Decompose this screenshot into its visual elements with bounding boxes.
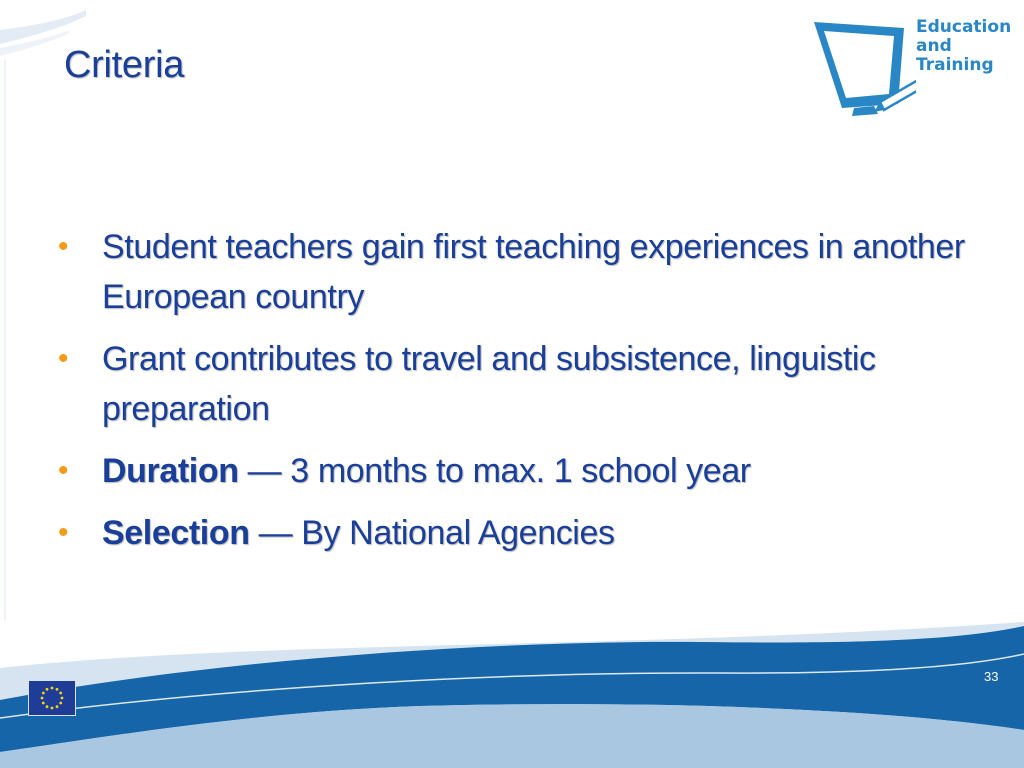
logo-text xyxy=(916,18,1011,75)
bullet-dot-icon: • xyxy=(58,342,69,375)
bullet-list xyxy=(58,222,968,570)
bullet-label: Selection xyxy=(102,514,250,552)
bullet-dot-icon: • xyxy=(58,230,69,263)
slide-number: 33 xyxy=(984,669,999,684)
bullet-label: Duration xyxy=(102,452,239,490)
bullet-dot-icon: • xyxy=(58,454,69,487)
bullet-text: — 3 months to max. 1 school year xyxy=(238,452,751,490)
logo-line-2: and xyxy=(916,36,952,56)
logo-line-3: Training xyxy=(916,55,994,75)
logo-line-1: Education xyxy=(916,17,1012,37)
bullet-item xyxy=(58,334,968,434)
bullet-item xyxy=(58,508,968,558)
bullet-item xyxy=(58,446,968,496)
bullet-dot-icon: • xyxy=(58,516,69,549)
bullet-item xyxy=(58,222,968,322)
eu-flag-icon xyxy=(28,680,76,716)
slide-title: Criteria xyxy=(64,44,185,86)
education-training-logo xyxy=(812,14,1012,120)
computer-monitor-pencil-icon xyxy=(812,14,916,120)
bullet-text: Student teachers gain first teaching experiences in another European country xyxy=(102,228,965,316)
bullet-text: — By National Agencies xyxy=(249,514,615,552)
bullet-text: Grant contributes to travel and subsistence, linguistic preparation xyxy=(102,340,876,428)
